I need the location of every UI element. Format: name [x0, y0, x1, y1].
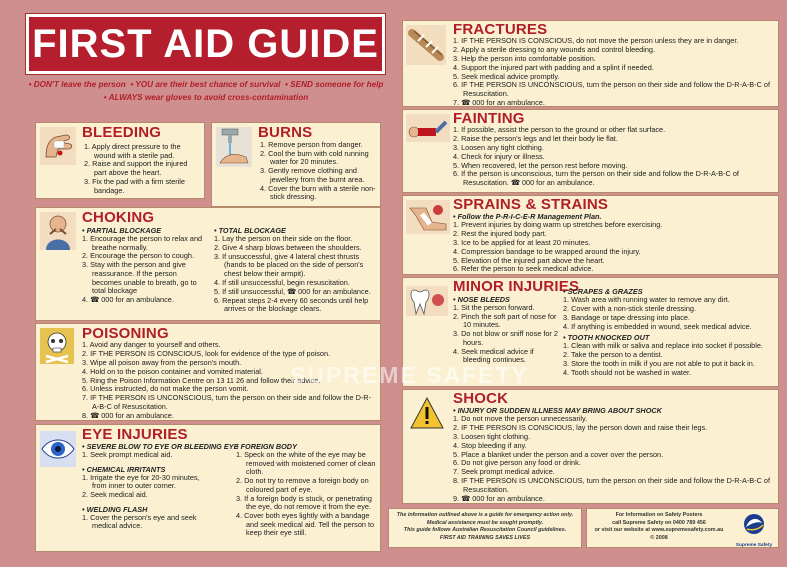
- shock-intro: • INJURY OR SUDDEN ILLNESS MAY BRING ABOUT SHOCK: [453, 406, 662, 415]
- list-item: 4. Hold on to the poison container and vomited material.: [82, 366, 263, 376]
- list-item: 2. Encourage the person to cough.: [82, 251, 194, 261]
- partial-blockage-steps: [82, 235, 207, 305]
- watermark: SUPREME SAFETY: [290, 362, 529, 388]
- chemical-irritants-label: • CHEMICAL IRRITANTS: [82, 464, 166, 474]
- list-item: 2. Give 4 sharp blows between the shoulders.: [214, 242, 362, 252]
- disclaimer-line-2: Medical assistance must be sought promptly.: [426, 519, 544, 526]
- supreme-safety-logo: [733, 513, 775, 547]
- list-item: 2. Take the person to a dentist.: [563, 350, 663, 360]
- tagline-dont-leave: • DON'T leave the person: [28, 80, 126, 89]
- fractures-panel: [402, 20, 779, 107]
- contact-line-3: or visit our website at www.supremesafety.com.au: [594, 527, 724, 533]
- list-item: 3. Bandage or tape dressing into place.: [563, 312, 690, 322]
- list-item: 2. Raise the person's legs and let their body lie flat.: [453, 133, 618, 143]
- disclaimer-line-4: FIRST AID TRAINING SAVES LIVES: [439, 534, 531, 541]
- severe-blow-steps: [82, 451, 207, 460]
- list-item: 8. IF THE PERSON IS UNCONSCIOUS, turn the person on their side and follow the D-R-A-B-C of Resuscitation.: [453, 476, 770, 494]
- list-item: 5. Place a blanket under the person and a cover over the person.: [453, 449, 664, 459]
- fainting-title: FAINTING: [453, 110, 525, 127]
- eye-injuries-title: EYE INJURIES: [82, 426, 188, 443]
- footer-disclaimer: [388, 508, 582, 548]
- total-blockage-label: • TOTAL BLOCKAGE: [214, 226, 286, 235]
- disclaimer-line-1: The information outlined above is a guide for emergency action only.: [396, 512, 574, 518]
- bleeding-steps: [84, 143, 202, 195]
- list-item: 6. Unless instructed, do not make the person vomit.: [82, 384, 249, 394]
- list-item: 4. Tooth should not be washed in water.: [563, 367, 692, 377]
- list-item: 2. Apply a sterile dressing to any wounds and control bleeding.: [453, 44, 656, 54]
- list-item: 7. ☎ 000 for an ambulance.: [453, 97, 545, 107]
- sprain-ankle-icon: [406, 200, 450, 234]
- burns-steps: [260, 141, 378, 202]
- poison-skull-icon: [40, 328, 74, 364]
- list-item: 3. Stay with the person and give reassurance. If the person becomes unable to breath, go to total blockage: [82, 260, 197, 296]
- list-item: 3. Loosen tight clothing.: [453, 431, 531, 441]
- fractures-title: FRACTURES: [453, 21, 548, 38]
- chemical-irritants-steps: [82, 474, 207, 500]
- disclaimer-line-3: This guide follows Australian Resuscitation Council guidelines.: [403, 527, 567, 533]
- list-item: 1. Lay the person on their side on the floor.: [214, 234, 353, 243]
- page-title: FIRST AID GUIDE: [32, 22, 379, 66]
- contact-line-2: call Supreme Safety on 0400 789 456: [612, 519, 706, 526]
- list-item: 6. Do not give person any food or drink.: [453, 458, 581, 468]
- list-item: 6. IF THE PERSON IS UNCONSCIOUS, turn the person on their side and follow the D-R-A-B-C of Resuscitation.: [453, 80, 770, 99]
- list-item: 2. Pinch the soft part of nose for 10 minutes.: [453, 311, 557, 330]
- contact-line-1: For Information on Safety Posters: [615, 512, 703, 518]
- tooth-knocked-out-steps: [563, 342, 777, 377]
- title-banner: [26, 14, 385, 74]
- list-item: 3. Wipe all poison away from the person's mouth.: [82, 357, 242, 367]
- list-item: 5. Elevation of the injured part above the heart.: [453, 255, 605, 265]
- list-item: 4. Cover the burn with a sterile non-stick dressing.: [260, 183, 376, 202]
- list-item: 1. Do not move the person unnecessarily.: [453, 414, 588, 423]
- minor-injuries-title: MINOR INJURIES: [453, 278, 580, 295]
- choking-person-icon: [40, 212, 76, 250]
- list-item: 1. Clean with milk or saliva and replace into socket if possible.: [563, 341, 763, 351]
- burns-title: BURNS: [258, 124, 313, 141]
- list-item: 2. IF THE PERSON IS CONSCIOUS, lay the person down and raise their legs.: [453, 422, 708, 432]
- list-item: 1. IF THE PERSON IS CONSCIOUS, do not move the person unless they are in danger.: [453, 36, 739, 45]
- list-item: 1. Irrigate the eye for 20-30 minutes, from inner to outer corner.: [82, 472, 200, 491]
- scrapes-grazes-label: • SCRAPES & GRAZES: [563, 287, 643, 296]
- burns-panel: [211, 122, 381, 207]
- burn-tap-icon: [216, 127, 252, 167]
- list-item: 1. Prevent injuries by doing warm up stretches before exercising.: [453, 220, 663, 229]
- tagline-best-chance: • YOU are their best chance of survival: [130, 80, 281, 89]
- list-item: 3. Loosen any tight clothing.: [453, 142, 544, 152]
- choking-panel: [35, 207, 381, 321]
- fainting-steps: [453, 126, 777, 188]
- list-item: 1. Avoid any danger to yourself and others.: [82, 340, 221, 349]
- minor-right-column: [563, 287, 777, 378]
- list-item: 3. Fix the pad with a firm sterile bandage.: [84, 176, 185, 195]
- list-item: 4. ☎ 000 for an ambulance.: [82, 295, 174, 305]
- list-item: 1. If possible, assist the person to the ground or other flat surface.: [453, 125, 666, 134]
- nose-bleeds-label: • NOSE BLEEDS: [453, 295, 510, 304]
- bleeding-hand-icon: [40, 127, 76, 165]
- partial-blockage-label: • PARTIAL BLOCKAGE: [82, 226, 162, 235]
- tooth-knocked-out-label: • TOOTH KNOCKED OUT: [563, 333, 650, 343]
- list-item: 1. Encourage the person to relax and breathe normally.: [82, 234, 203, 252]
- copyright: © 2008: [650, 534, 668, 541]
- choking-title: CHOKING: [82, 209, 155, 226]
- welding-flash-label: • WELDING FLASH: [82, 504, 148, 514]
- shock-steps: [453, 415, 777, 504]
- list-item: 3. If unsuccessful, give 4 lateral chest thrusts (hands to be placed on the side of person's chest below their armpit).: [214, 251, 364, 278]
- nose-bleeds-steps: [453, 304, 561, 365]
- footer-contact: [586, 508, 779, 548]
- list-item: 3. Ice to be applied for at least 20 minutes.: [453, 237, 591, 247]
- list-item: 3. If a foreign body is stuck, or penetrating the eye, do not remove it from the eye.: [236, 493, 372, 512]
- list-item: 3. Gently remove clothing and jewellery from the burnt area.: [260, 166, 365, 184]
- list-item: 7. IF THE PERSON IS UNCONSCIOUS, turn the person on their side and follow the D-R-A-B-C of Resuscitation.: [82, 393, 372, 411]
- list-item: 4. Support the injured part with padding and a splint if needed.: [453, 62, 654, 72]
- list-item: 2. Cool the burn with cold running water for 20 minutes.: [260, 148, 369, 167]
- list-item: 4. Stop bleeding if any.: [453, 440, 527, 450]
- list-item: 4. Compression bandage to be wrapped around the injury.: [453, 246, 641, 256]
- list-item: 2. Cover with a non-stick sterile dressing.: [563, 303, 697, 313]
- fracture-splint-icon: [406, 25, 446, 65]
- list-item: 2. Raise and support the injured part above the heart.: [84, 159, 188, 178]
- list-item: 1. Wash area with running water to remove any dirt.: [563, 295, 730, 304]
- list-item: 4. Check for injury or illness.: [453, 151, 545, 161]
- list-item: 1. Remove person from danger.: [260, 140, 363, 149]
- shock-panel: [402, 389, 779, 504]
- scrapes-grazes-steps: [563, 296, 777, 331]
- severe-blow-label: • SEVERE BLOW TO EYE OR BLEEDING EYE: [82, 442, 239, 451]
- eye-icon: [40, 431, 76, 467]
- list-item: 8. ☎ 000 for an ambulance.: [82, 410, 174, 420]
- list-item: 5. If still unsuccessful, ☎ 000 for an ambulance.: [214, 286, 371, 296]
- foreign-body-steps: [236, 451, 378, 538]
- list-item: 3. Store the tooth in milk if you are not able to put it back in.: [563, 359, 755, 369]
- fainting-person-icon: [406, 114, 450, 142]
- list-item: 1. Cover the person's eye and seek medical advice.: [82, 512, 197, 531]
- list-item: 6. Repeat steps 2-4 every 60 seconds until help arrives or the blockage clears.: [214, 295, 369, 314]
- list-item: 1. Sit the person forward.: [453, 303, 535, 312]
- foreign-body-label: • FOREIGN BODY: [236, 442, 297, 451]
- list-item: 1. Apply direct pressure to the wound with a sterile pad.: [84, 142, 181, 160]
- tagline: [26, 78, 386, 104]
- fainting-panel: [402, 109, 779, 193]
- list-item: 9. ☎ 000 for an ambulance.: [453, 493, 545, 503]
- total-blockage-steps: [214, 235, 378, 314]
- list-item: 3. Do not blow or sniff nose for 2 hours.: [453, 329, 558, 347]
- list-item: 5. Ring the Poison Information Centre on 13 11 26 and follow their advice.: [82, 375, 321, 385]
- list-item: 4. If anything is embedded in wound, seek medical advice.: [563, 321, 752, 331]
- list-item: 2. IF THE PERSON IS CONSCIOUS, look for evidence of the type of poison.: [82, 348, 331, 358]
- list-item: 1. Seek prompt medical aid.: [82, 450, 173, 459]
- list-item: 2. Rest the injured body part.: [453, 228, 547, 238]
- contact-info: [591, 512, 727, 542]
- list-item: 7. Seek prompt medical advice.: [453, 467, 555, 477]
- sprains-title: SPRAINS & STRAINS: [453, 196, 609, 213]
- list-item: 5. When recovered, let the person rest before moving.: [453, 160, 628, 170]
- list-item: 2. Do not try to remove a foreign body on coloured part of eye.: [236, 476, 369, 494]
- list-item: 2. Seek medical aid.: [82, 490, 148, 500]
- tooth-icon: [406, 286, 448, 316]
- list-item: 6. If the person is unconscious, turn the person on their side and follow the D-R-A-B-C of Resuscitation. ☎ 000 for an ambulance.: [453, 169, 739, 188]
- sprains-panel: [402, 195, 779, 275]
- tagline-gloves: • ALWAYS wear gloves to avoid cross-contamination: [103, 93, 309, 102]
- fractures-steps: [453, 37, 777, 107]
- list-item: 6. Refer the person to seek medical advice.: [453, 264, 594, 274]
- list-item: 4. Cover both eyes lightly with a bandage and seek medical aid. Tell the person to keep their eye still.: [236, 511, 375, 538]
- shock-warning-icon: [409, 396, 445, 430]
- list-item: 5. Seek medical advice promptly.: [453, 71, 560, 81]
- bleeding-panel: [35, 122, 205, 199]
- list-item: 3. Help the person into comfortable position.: [453, 53, 596, 63]
- list-item: 1. Speck on the white of the eye may be removed with moistened corner of clean cloth.: [236, 450, 376, 477]
- tagline-send-help: • SEND someone for help: [285, 80, 384, 89]
- eye-left-column: [82, 442, 239, 531]
- shock-title: SHOCK: [453, 390, 509, 407]
- welding-flash-steps: [82, 514, 207, 531]
- bleeding-title: BLEEDING: [82, 124, 162, 141]
- pricer-intro: • Follow the P-R-I-C-E-R Management Plan.: [453, 212, 602, 221]
- eye-injuries-panel: [35, 424, 381, 552]
- list-item: 4. Seek medical advice if bleeding continues.: [453, 346, 534, 365]
- sprains-steps: [453, 221, 777, 274]
- logo-text: Supreme Safety: [735, 543, 773, 547]
- poisoning-title: POISONING: [82, 325, 169, 342]
- list-item: 4. If still unsuccessful, begin resuscitation.: [214, 277, 350, 287]
